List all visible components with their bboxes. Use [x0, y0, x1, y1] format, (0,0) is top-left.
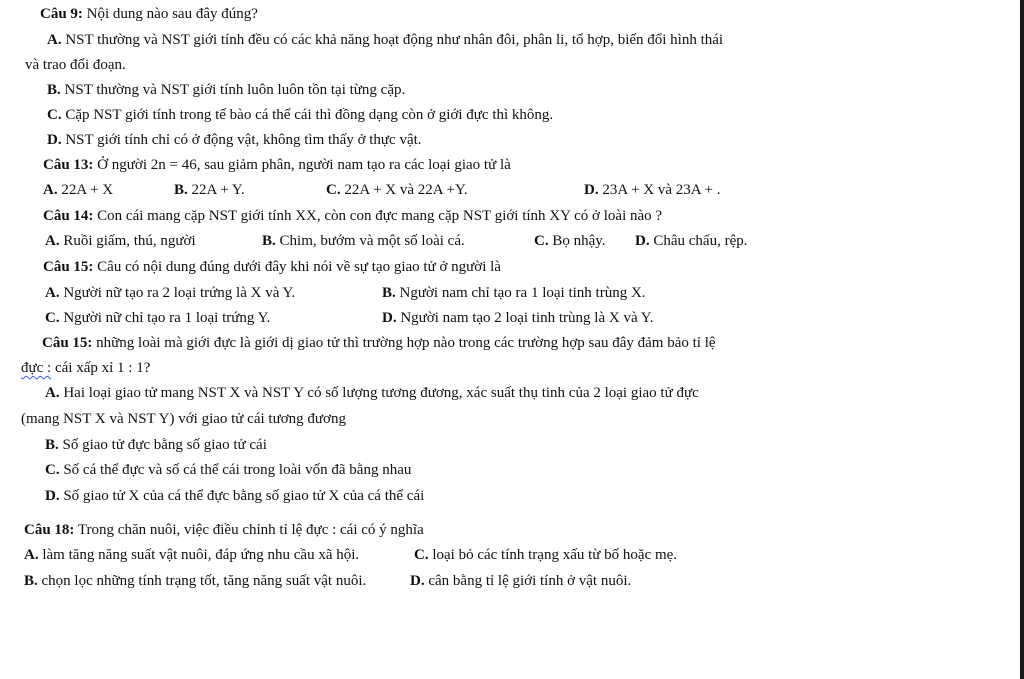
- q15a-option-d: [382, 309, 653, 327]
- q13-a-label: A.: [43, 182, 58, 198]
- q14-c-label: C.: [534, 233, 549, 249]
- q9-option-c: [47, 106, 553, 124]
- q15a-stem: [43, 258, 501, 276]
- q18-stem: [24, 521, 424, 539]
- q14-stem: [43, 207, 662, 225]
- q13-d-label: D.: [584, 182, 599, 198]
- q9-text: Nội dung nào sau đây đúng?: [82, 6, 258, 22]
- q15a-b-text: Người nam chỉ tạo ra 1 loại tinh trùng X.: [395, 285, 646, 301]
- q18-a-label: A.: [24, 547, 39, 563]
- q14-option-c: [534, 232, 606, 250]
- q18-c-text: loại bỏ các tính trạng xấu từ bố hoặc mẹ.: [428, 547, 678, 563]
- q14-d-text: Châu chấu, rệp.: [649, 233, 748, 249]
- q15a-text: Câu có nội dung đúng dưới đây khi nói về sự tạo giao tử ở người là: [93, 259, 501, 275]
- q18-option-b: [24, 572, 366, 590]
- q14-c-text: Bọ nhậy.: [548, 233, 606, 249]
- q14-a-text: Ruồi giấm, thú, người: [59, 233, 196, 249]
- q15a-d-text: Người nam tạo 2 loại tinh trùng là X và Y.: [396, 310, 654, 326]
- q15b-b-label: B.: [45, 437, 59, 453]
- q15b-d-text: Số giao tử X của cá thể đực bằng số giao tử X của cá thể cái: [59, 488, 425, 504]
- q18-label: Câu 18:: [24, 522, 75, 538]
- q15a-a-text: Người nữ tạo ra 2 loại trứng là X và Y.: [59, 285, 296, 301]
- q13-text: Ở người 2n = 46, sau giảm phân, người nam tạo ra các loại giao tử là: [93, 157, 511, 173]
- q15b-b-text: Số giao tử đực bằng số giao tử cái: [58, 437, 267, 453]
- q9-c-text: Cặp NST giới tính trong tế bào cá thể cái thì đồng dạng còn ở giới đực thì không.: [61, 107, 554, 123]
- q13-option-a: [43, 181, 113, 199]
- q14-b-text: Chim, bướm và một số loài cá.: [275, 233, 465, 249]
- q15b-option-b: [45, 436, 267, 454]
- q15a-c-label: C.: [45, 310, 60, 326]
- q18-option-d: [410, 572, 631, 590]
- q18-a-text: làm tăng năng suất vật nuôi, đáp ứng nhu cầu xã hội.: [38, 547, 360, 563]
- q9-b-label: B.: [47, 82, 61, 98]
- q9-option-a-cont: [25, 56, 126, 74]
- q14-b-label: B.: [262, 233, 276, 249]
- q9-a-text: NST thường và NST giới tính đều có các khả năng hoạt động như nhân đôi, phân li, tổ hợp, biến đổi hình thái: [61, 32, 724, 48]
- q14-option-d: [635, 232, 747, 250]
- q15b-stem-cont: [21, 359, 150, 377]
- q15b-option-a: [45, 384, 699, 402]
- q18-d-text: cân bằng tỉ lệ giới tính ở vật nuôi.: [424, 573, 632, 589]
- q15a-option-b: [382, 284, 646, 302]
- q18-option-c: [414, 546, 677, 564]
- q15b-text: những loài mà giới đực là giới dị giao tử thì trường hợp nào trong các trường hợp sau đây đảm bảo tỉ lệ: [92, 335, 716, 351]
- q9-option-b: [47, 81, 405, 99]
- q13-option-c: [326, 181, 468, 199]
- right-edge-border: [1020, 0, 1024, 679]
- q18-option-a: [24, 546, 359, 564]
- q15a-option-a: [45, 284, 295, 302]
- q18-c-label: C.: [414, 547, 429, 563]
- q9-a-cont: và trao đổi đoạn.: [25, 57, 126, 73]
- q15b-a-label: A.: [45, 385, 60, 401]
- q9-stem: [40, 5, 258, 23]
- q15a-b-label: B.: [382, 285, 396, 301]
- q15b-c-text: Số cá thể đực và số cá thể cái trong loài vốn đã bằng nhau: [59, 462, 412, 478]
- q13-stem: [43, 156, 511, 174]
- q9-d-label: D.: [47, 132, 62, 148]
- q14-a-label: A.: [45, 233, 60, 249]
- q15b-a-cont: (mang NST X và NST Y) với giao tử cái tương đương: [21, 411, 346, 427]
- q14-text: Con cái mang cặp NST giới tính XX, còn con đực mang cặp NST giới tính XY có ở loài nào ?: [93, 208, 663, 224]
- q15a-a-label: A.: [45, 285, 60, 301]
- q13-c-text: 22A + X và 22A +Y.: [340, 182, 468, 198]
- q15a-option-c: [45, 309, 270, 327]
- q13-option-b: [174, 181, 245, 199]
- q9-label: Câu 9:: [40, 6, 83, 22]
- q13-c-label: C.: [326, 182, 341, 198]
- q14-option-a: [45, 232, 196, 250]
- q9-a-label: A.: [47, 32, 62, 48]
- q18-text: Trong chăn nuôi, việc điều chỉnh tỉ lệ đực : cái có ý nghĩa: [74, 522, 424, 538]
- q15b-label: Câu 15:: [42, 335, 93, 351]
- q14-option-b: [262, 232, 465, 250]
- q15a-label: Câu 15:: [43, 259, 94, 275]
- q15b-a-text: Hai loại giao tử mang NST X và NST Y có số lượng tương đương, xác suất thụ tinh của 2 loại giao tử đực: [59, 385, 699, 401]
- q13-b-text: 22A + Y.: [187, 182, 245, 198]
- q15b-stem: [42, 334, 716, 352]
- q14-d-label: D.: [635, 233, 650, 249]
- q13-label: Câu 13:: [43, 157, 94, 173]
- q15b-d-label: D.: [45, 488, 60, 504]
- q9-option-a: [47, 31, 723, 49]
- q15a-d-label: D.: [382, 310, 397, 326]
- q15b-option-c: [45, 461, 411, 479]
- q18-b-text: chọn lọc những tính trạng tốt, tăng năng suất vật nuôi.: [37, 573, 367, 589]
- q9-d-text: NST giới tính chỉ có ở động vật, không tìm thấy ở thực vật.: [61, 132, 422, 148]
- q18-d-label: D.: [410, 573, 425, 589]
- q9-b-text: NST thường và NST giới tính luôn luôn tồn tại từng cặp.: [60, 82, 406, 98]
- q18-b-label: B.: [24, 573, 38, 589]
- q15b-c-label: C.: [45, 462, 60, 478]
- q14-label: Câu 14:: [43, 208, 94, 224]
- q15a-c-text: Người nữ chỉ tạo ra 1 loại trứng Y.: [59, 310, 271, 326]
- q9-c-label: C.: [47, 107, 62, 123]
- q15b-option-a-cont: [21, 410, 346, 428]
- q15b-option-d: [45, 487, 424, 505]
- q13-option-d: [584, 181, 721, 199]
- q13-a-text: 22A + X: [57, 182, 114, 198]
- q15b-cont-text: cái xấp xỉ 1 : 1?: [51, 360, 151, 376]
- q9-option-d: [47, 131, 422, 149]
- q13-d-text: 23A + X và 23A + .: [598, 182, 721, 198]
- q13-b-label: B.: [174, 182, 188, 198]
- spellcheck-underline: đực :: [21, 360, 52, 376]
